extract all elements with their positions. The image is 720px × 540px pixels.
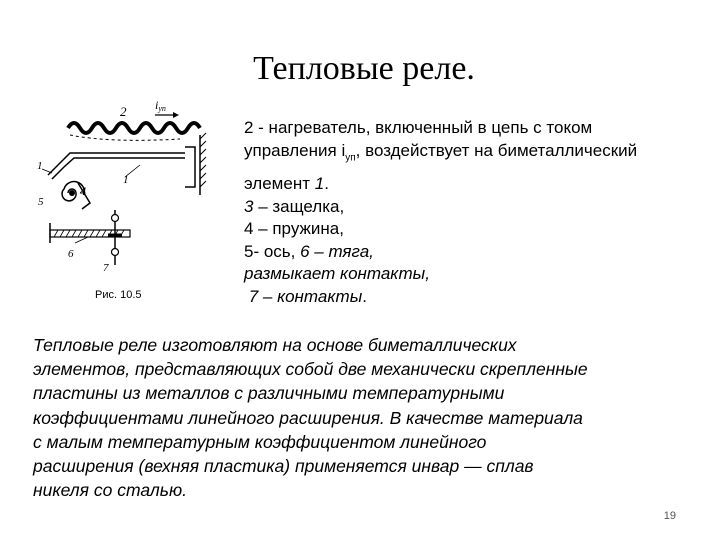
body-paragraph — [33, 333, 703, 502]
body-line: элементов, представляющих собой две механически скрепленные — [33, 359, 588, 380]
desc-line-8: 7 – контакты. — [244, 286, 367, 306]
label-5: 5 — [38, 196, 44, 208]
current-label: iуп — [155, 98, 166, 113]
thermal-relay-figure — [30, 95, 230, 310]
desc-line-2: управления $i_{уп}$, воздействует на биметаллический — [244, 140, 638, 163]
label-1: 1 — [123, 174, 129, 186]
description-block — [244, 117, 714, 308]
desc-line-3: элемент 1. — [244, 174, 329, 194]
label-1-left: 1 — [37, 160, 43, 172]
desc-line-1: 2 - нагреватель, включенный в цепь с током — [244, 118, 593, 137]
body-line: с малым температурным коэффициентом линейного — [33, 431, 487, 452]
label-7: 7 — [103, 262, 109, 274]
label-4: 4 — [80, 184, 86, 198]
desc-line-7: размыкает контакты, — [244, 264, 430, 284]
body-line: никеля со сталью. — [33, 480, 187, 501]
heater-wave — [68, 123, 200, 133]
page-title: Тепловые реле. — [253, 50, 475, 87]
label-2: 2 — [120, 104, 127, 119]
page-number: 19 — [663, 510, 676, 522]
body-line: пластины из металлов с различными температурными — [33, 383, 505, 404]
desc-line-6: 5- ось, 6 – тяга, — [244, 241, 374, 261]
desc-line-5: 4 – пружина, — [244, 219, 344, 239]
figure-caption: Рис. 10.5 — [95, 289, 142, 301]
label-6: 6 — [68, 248, 74, 260]
desc-line-4: 3 – защелка, — [244, 196, 345, 216]
body-line: расширения (вехняя пластика) применяется инвар — сплав — [33, 456, 534, 477]
body-line: коэффициентами линейного расширения. В качестве материала — [33, 407, 583, 428]
body-line: Тепловые реле изготовляют на основе биметаллических — [33, 335, 517, 355]
relay-diagram — [30, 95, 230, 310]
